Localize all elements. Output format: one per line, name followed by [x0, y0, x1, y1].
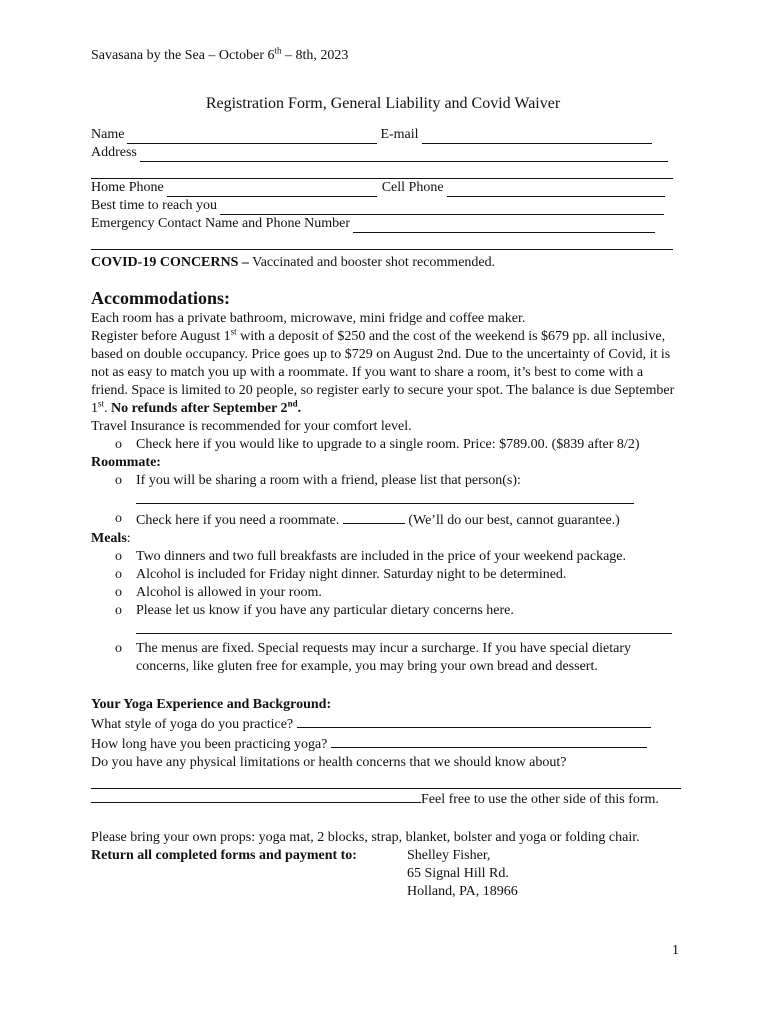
- dietary-concerns-field[interactable]: [136, 620, 672, 634]
- cell-phone-label: Cell Phone: [381, 180, 444, 195]
- email-field[interactable]: [422, 130, 652, 144]
- address-field[interactable]: [140, 148, 668, 162]
- yoga-style-row: What style of yoga do you practice?: [91, 714, 681, 734]
- bullet-icon: o: [115, 641, 122, 656]
- yoga-howlong-field[interactable]: [331, 734, 647, 748]
- meals-item: o Alcohol is allowed in your room.: [115, 585, 322, 600]
- bullet-icon: o: [115, 549, 122, 564]
- bullet-icon: o: [115, 437, 122, 452]
- bullet-icon: o: [115, 603, 122, 618]
- meals-fixed-note: o The menus are fixed. Special requests may incur a surcharge. If you have special dietary concerns, like gluten free for example, you may bring your own bread and dessert.: [115, 641, 631, 674]
- roommate-friend-item: o If you will be sharing a room with a friend, please list that person(s):: [115, 473, 521, 488]
- bullet-icon: o: [115, 585, 122, 600]
- best-time-field[interactable]: [220, 201, 664, 215]
- yoga-howlong-row: How long have you been practicing yoga?: [91, 734, 681, 754]
- best-time-label: Best time to reach you: [91, 198, 217, 213]
- roommate-needed-checkbox-field[interactable]: [343, 510, 405, 524]
- email-label: E-mail: [380, 127, 419, 142]
- registration-form-page: [91, 47, 681, 901]
- limitations-field[interactable]: [91, 772, 681, 789]
- meals-item: o Two dinners and two full breakfasts are included in the price of your weekend package.: [115, 549, 627, 564]
- event-header: Savasana by the Sea – October 6th – 8th, 2023: [91, 45, 349, 63]
- home-phone-label: Home Phone: [91, 180, 164, 195]
- roommate-heading: Roommate:: [91, 455, 161, 470]
- emergency-contact-label: Emergency Contact Name and Phone Number: [91, 216, 351, 231]
- travel-insurance-note: Travel Insurance is recommended for your comfort level.: [91, 419, 412, 434]
- cell-phone-field[interactable]: [447, 183, 665, 197]
- props-note: Please bring your own props: yoga mat, 2 blocks, strap, blanket, bolster and yoga or folding chair.: [91, 830, 640, 845]
- yoga-heading: Your Yoga Experience and Background:: [91, 697, 332, 712]
- mailing-address: Shelley Fisher, 65 Signal Hill Rd. Holland, PA, 18966: [407, 848, 518, 899]
- meals-item: o Please let us know if you have any particular dietary concerns here.: [115, 603, 514, 618]
- registration-details: Register before August 1st with a deposit of $250 and the cost of the weekend is $679 pp. all inclusive, based on double occupancy. Price goes up to $729 on August 2nd. Due to the uncertainty of Covid, it is not as easy to match you up with a roommate. If you want to share a room, it’s best to come with a friend. Space is limited to 20 people, so register early to secure your spot. The balance is due September 1st. No refunds after September 2nd.: [91, 326, 675, 416]
- emergency-line-2[interactable]: [91, 233, 673, 250]
- bullet-icon: o: [115, 567, 122, 582]
- page-number: 1: [672, 943, 679, 958]
- other-side-row: Feel free to use the other side of this form.: [91, 789, 681, 809]
- dietary-line-row: [91, 620, 681, 640]
- address-label: Address: [91, 145, 137, 160]
- yoga-style-field[interactable]: [297, 714, 651, 728]
- name-field[interactable]: [127, 130, 377, 144]
- name-label: Name: [91, 127, 125, 142]
- form-title: Registration Form, General Liability and Covid Waiver: [205, 95, 561, 112]
- roommate-needed-option: o Check here if you need a roommate. (We’ll do our best, cannot guarantee.): [115, 511, 620, 528]
- covid-concerns: COVID-19 CONCERNS – Vaccinated and booster shot recommended.: [91, 255, 496, 270]
- return-label: Return all completed forms and payment to:: [91, 848, 357, 863]
- address-line-2[interactable]: [91, 162, 673, 179]
- accommodations-heading: Accommodations:: [91, 288, 230, 308]
- emergency-contact-field[interactable]: [353, 219, 655, 233]
- room-amenities: Each room has a private bathroom, microwave, mini fridge and coffee maker.: [91, 311, 526, 326]
- return-address-block: [91, 847, 681, 901]
- meals-heading: Meals:: [91, 531, 131, 546]
- home-phone-field[interactable]: [167, 183, 377, 197]
- single-room-option[interactable]: o Check here if you would like to upgrade to a single room. Price: $789.00. ($839 after 8/2): [115, 437, 640, 452]
- meals-item: o Alcohol is included for Friday night dinner. Saturday night to be determined.: [115, 567, 567, 582]
- bullet-icon: o: [115, 511, 122, 526]
- roommate-name-field[interactable]: [136, 490, 634, 504]
- limitations-question: Do you have any physical limitations or health concerns that we should know about?: [91, 755, 567, 770]
- bullet-icon: o: [115, 473, 122, 488]
- roommate-friend-line-row: [91, 490, 681, 510]
- limitations-field-2[interactable]: [91, 789, 421, 803]
- contact-fields: [91, 126, 681, 250]
